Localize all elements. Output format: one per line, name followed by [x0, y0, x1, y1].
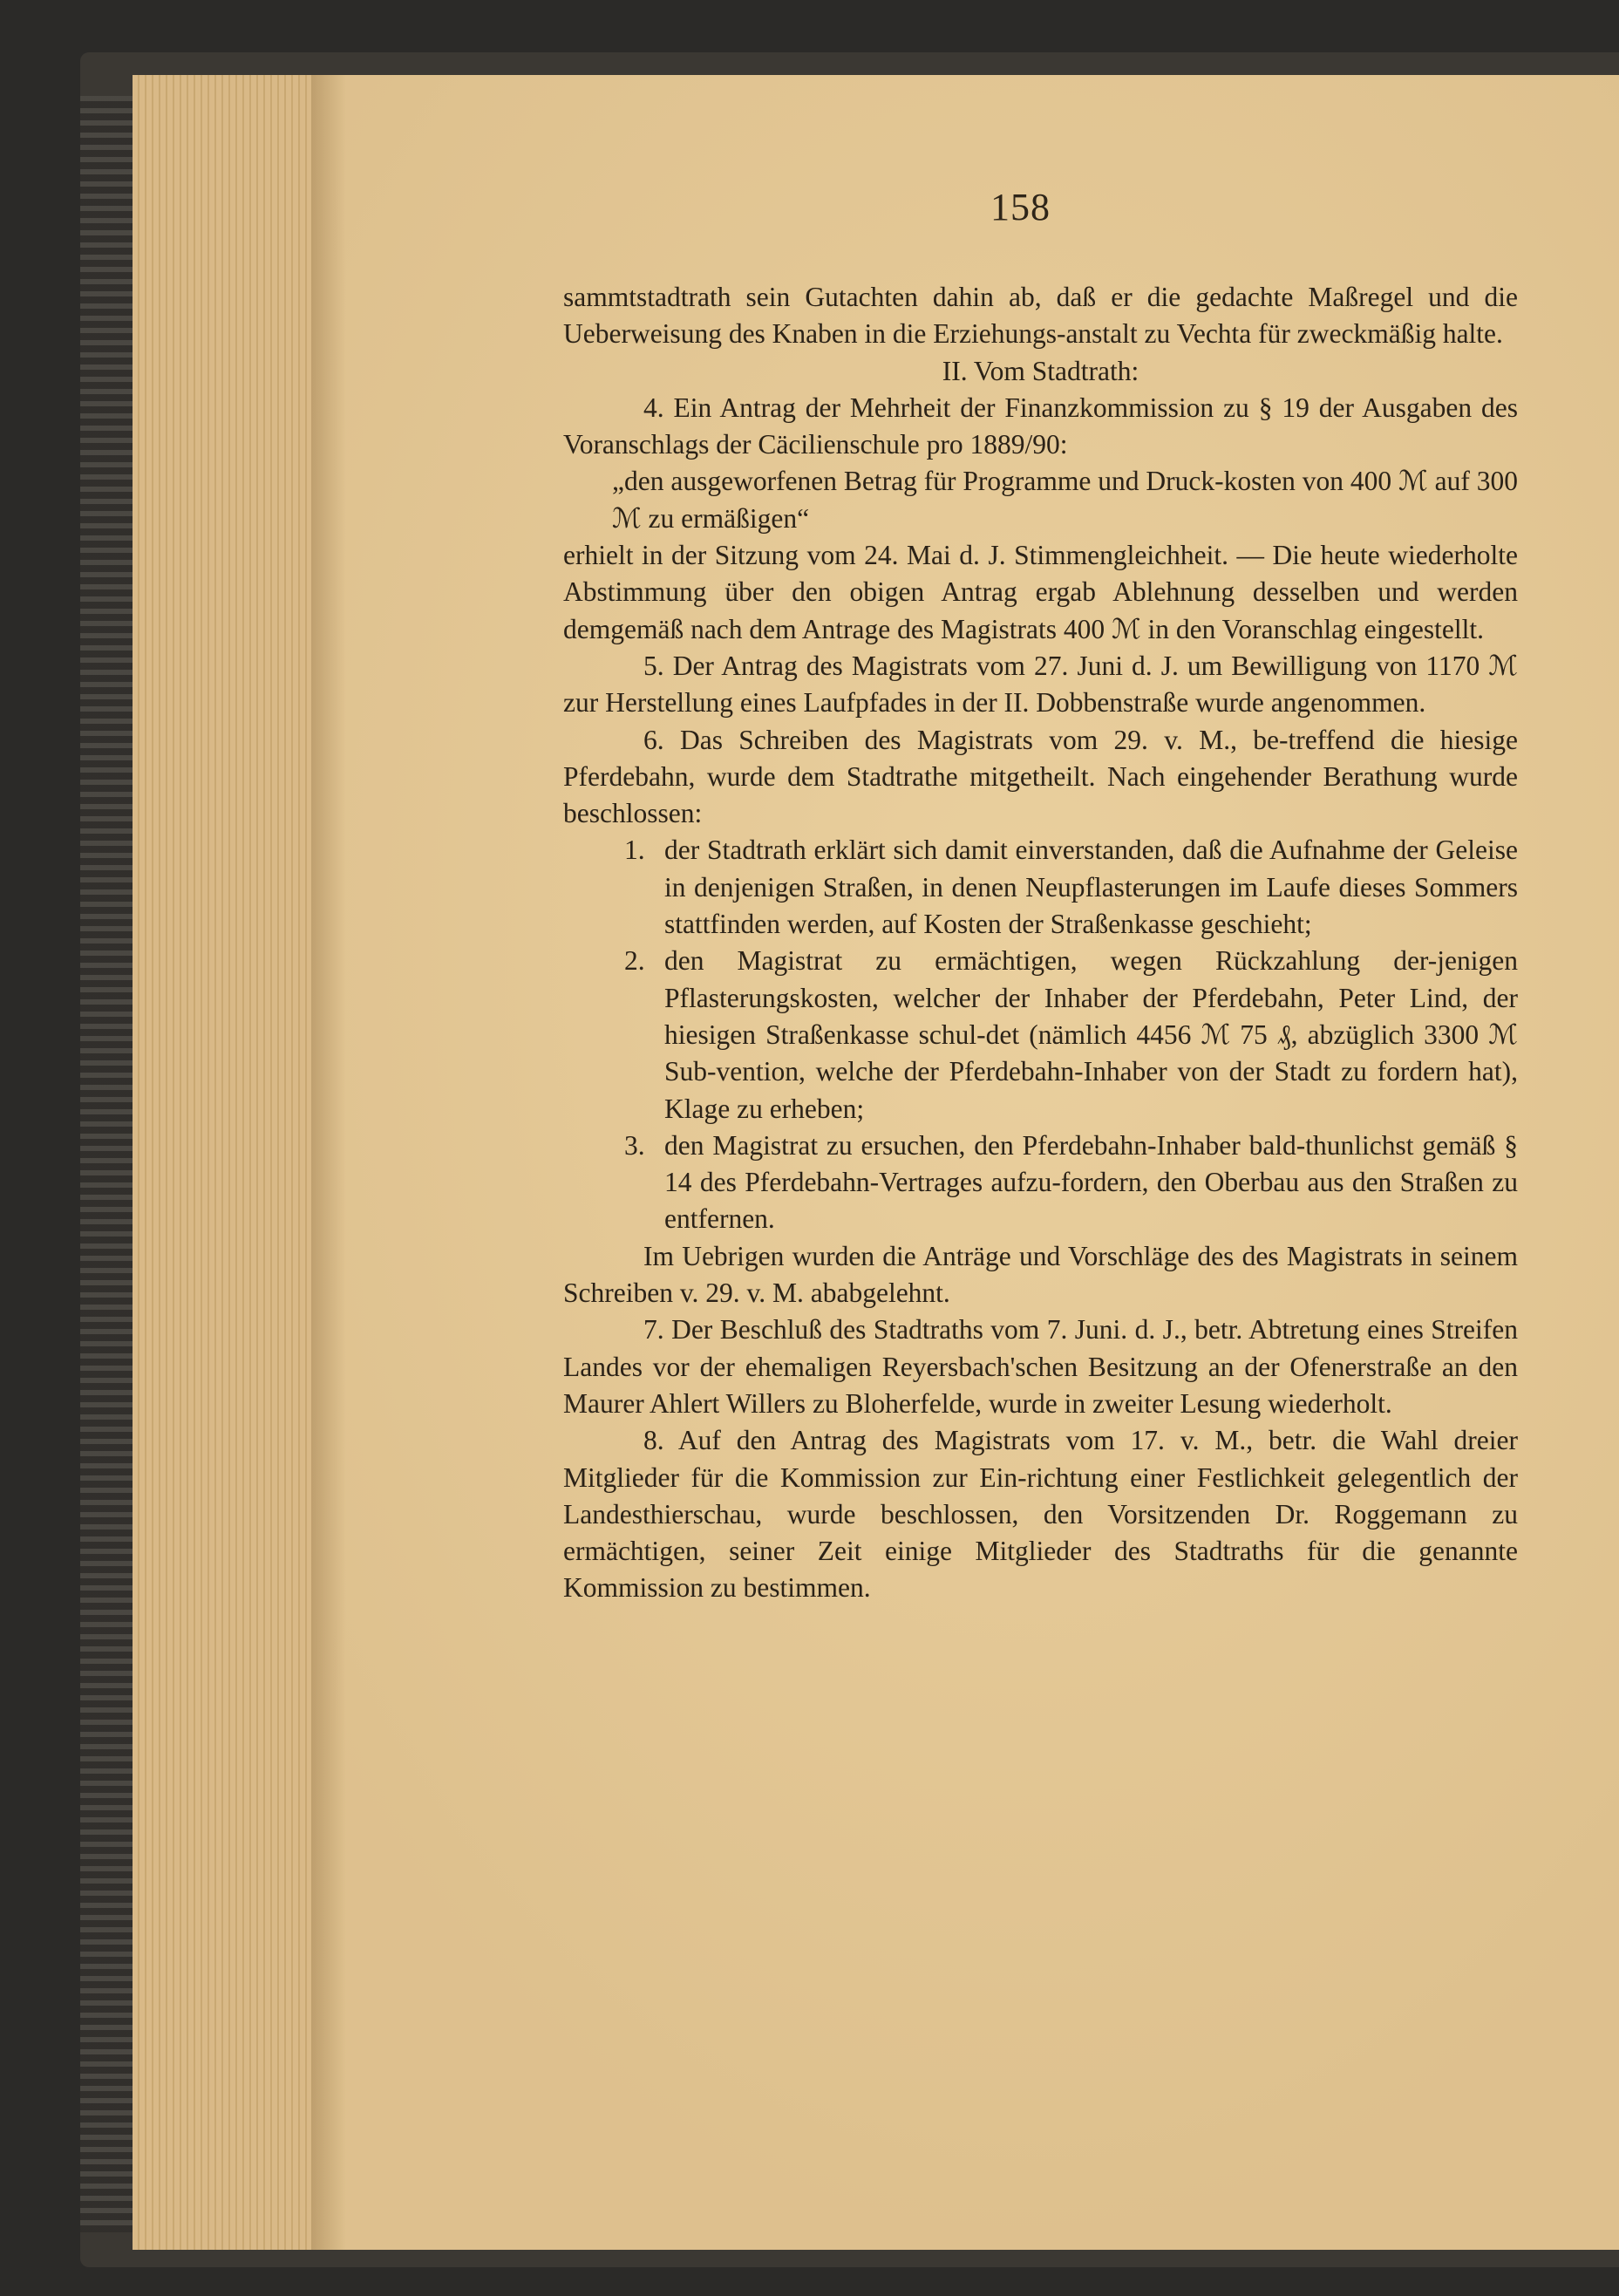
list-item-text: den Magistrat zu ermächtigen, wegen Rückzahlung der-jenigen Pflasterungskosten, welcher der Inhaber der Pferdebahn, Peter Lind, der hiesigen Straßenkasse schul-det (nämlich 4456 ℳ 75 ₰, abzüglich 3300 ℳ Sub-vention, welche der Pferdebahn-Inhaber von der Stadt zu fordern hat), Klage zu erheben;: [664, 945, 1518, 1124]
paragraph-item-4: 4. Ein Antrag der Mehrheit der Finanzkommission zu § 19 der Ausgaben des Voranschlags der Cäcilienschule pro 1889/90:: [563, 392, 1518, 460]
paragraph-item-4-outcome: erhielt in der Sitzung vom 24. Mai d. J. Stimmengleichheit. — Die heute wiederholte Abstimmung über den obigen Antrag ergab Ablehnung desselben und werden demgemäß nach dem Antrage des Magistrats 400 ℳ in den Voranschlag eingestellt.: [563, 540, 1518, 644]
list-item-number: 3.: [624, 1129, 645, 1161]
paragraph-item-7: 7. Der Beschluß des Stadtraths vom 7. Juni. d. J., betr. Abtretung eines Streifen Landes vor der ehemaligen Reyersbach'schen Besitzung an der Ofenerstraße an den Maurer Ahlert Willers zu Bloherfelde, wurde in zweiter Lesung wiederholt.: [563, 1314, 1518, 1419]
paragraph-remaining-motions: Im Uebrigen wurden die Anträge und Vorschläge des des Magistrats in seinem Schreiben v. 29. v. M. ababgelehnt.: [563, 1240, 1518, 1309]
page-stack-edges: [133, 75, 311, 2250]
paragraph-intro: sammtstadtrath sein Gutachten dahin ab, daß er die gedachte Maßregel und die Ueberweisung des Knaben in die Erziehungs-anstalt zu Vechta für zweckmäßig halte.: [563, 282, 1518, 350]
paragraph-item-6: 6. Das Schreiben des Magistrats vom 29. v. M., be-treffend die hiesige Pferdebahn, wurde dem Stadtrathe mitgetheilt. Nach eingehender Berathung wurde beschlossen:: [563, 724, 1518, 829]
body-text: [563, 279, 1518, 1607]
list-item-number: 2.: [624, 945, 645, 977]
list-item: [563, 1128, 1518, 1238]
list-item-text: den Magistrat zu ersuchen, den Pferdebahn-Inhaber bald-thunlichst gemäß § 14 des Pferdebahn-Vertrages aufzu-fordern, den Oberbau aus den Straßen zu entfernen.: [664, 1129, 1518, 1235]
quoted-motion: „den ausgeworfenen Betrag für Programme und Druck-kosten von 400 ℳ auf 300 ℳ zu ermäßigen“: [612, 466, 1518, 534]
page-number: 158: [990, 186, 1051, 228]
list-item-text: der Stadtrath erklärt sich damit einverstanden, daß die Aufnahme der Geleise in denjenigen Straßen, in denen Neupflasterungen im Laufe dieses Sommers stattfinden werden, auf Kosten der Straßenkasse geschieht;: [664, 835, 1518, 940]
gutter-shadow: [311, 75, 346, 2250]
resolution-list: [563, 832, 1518, 1237]
list-item-number: 1.: [624, 835, 645, 866]
list-item: [563, 832, 1518, 943]
paragraph-item-8: 8. Auf den Antrag des Magistrats vom 17. v. M., betr. die Wahl dreier Mitglieder für die Kommission zur Ein-richtung einer Festlichkeit gelegentlich der Landesthierschau, wurde beschlossen, den Vorsitzenden Dr. Roggemann zu ermächtigen, seiner Zeit einige Mitglieder des Stadtraths für die genannte Kommission zu bestimmen.: [563, 1425, 1518, 1604]
section-heading: II. Vom Stadtrath:: [942, 355, 1139, 386]
list-item: [563, 943, 1518, 1127]
paragraph-item-5: 5. Der Antrag des Magistrats vom 27. Juni d. J. um Bewilligung von 1170 ℳ zur Herstellung eines Laufpfades in der II. Dobbenstraße wurde angenommen.: [563, 650, 1518, 719]
